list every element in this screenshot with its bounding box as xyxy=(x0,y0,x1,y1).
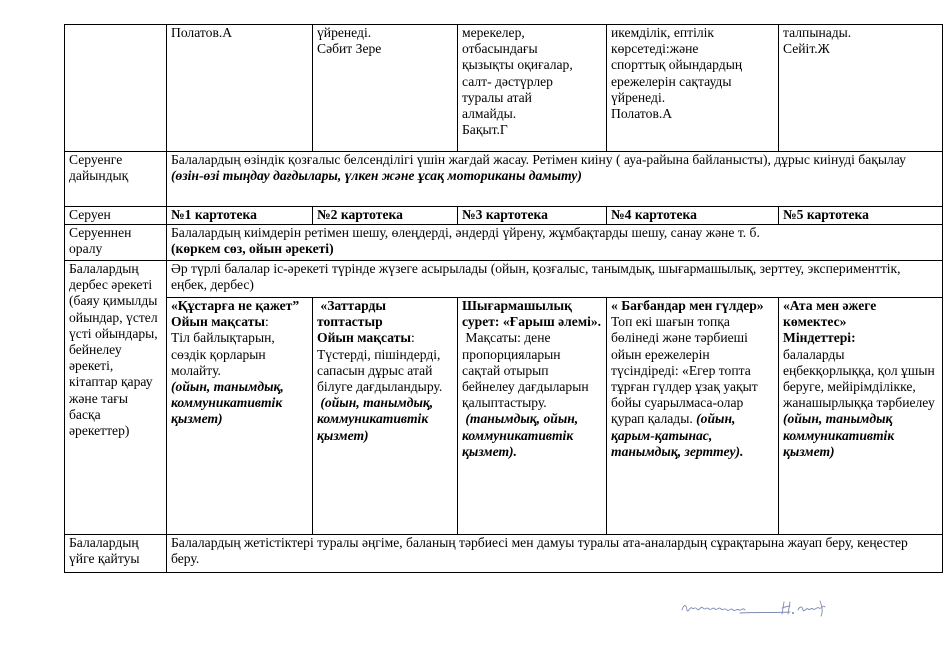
walk-card-2: №2 картотека xyxy=(313,207,458,225)
walk-row xyxy=(65,207,943,225)
activity-note: (ойын, қарым-қатынас, танымдық, зерттеу). xyxy=(611,411,744,459)
activity-note: (ойын, танымдық коммуникативтік қызмет) xyxy=(783,411,895,459)
text-line: спорттық ойындардың xyxy=(611,57,743,73)
text-line: талпынады. xyxy=(783,25,852,40)
activity-cell-4 xyxy=(607,298,779,535)
text-line: үйренеді. xyxy=(611,89,666,105)
text-line: Бақыт.Г xyxy=(462,122,508,138)
activity-cell-5 xyxy=(779,298,943,535)
activity-goal-label: Ойын мақсаты xyxy=(317,330,411,346)
going-home-label: Балалардың үйге қайтуы xyxy=(65,535,167,573)
activity-goal: Мақсаты: дене пропорцияларын сақтай отырып бейнелеу дағдыларын қалыптастыру. xyxy=(462,330,589,411)
text-line: алмайды. xyxy=(462,106,517,122)
independent-intro: Әр түрлі балалар іс-әрекеті түрінде жүзеге асырылады (ойын, қозғалыс, танымдық, шығармашылық, зерттеу, эксперименттік, еңбек, дербес) xyxy=(167,261,943,298)
going-home-row xyxy=(65,535,943,573)
activity-goal: Топ екі шағын топқа бөлінеді және тәрбиеші ойын ережелерін түсіндіреді: «Егер топта тұрған гүлдер ұзақ уақыт бойы суарылмаса-олар қурап қалады. xyxy=(611,314,758,427)
continuation-row xyxy=(65,25,943,152)
daily-plan-table xyxy=(64,24,943,573)
handwritten-signature xyxy=(680,598,840,618)
walk-card-3: №3 картотека xyxy=(458,207,607,225)
prep-walk-row xyxy=(65,152,943,207)
text-line: салт- дәстүрлер xyxy=(462,73,553,89)
return-walk-content xyxy=(167,225,943,261)
text-line: үйренеді. xyxy=(317,25,372,40)
activity-goal-label: Ойын мақсаты xyxy=(171,314,265,330)
activity-title: «Заттарды топтастыр xyxy=(317,298,387,330)
activity-cell-3 xyxy=(458,298,607,535)
text-line: мерекелер, xyxy=(462,25,525,40)
activity-title: Шығармашылық сурет: «Ғарыш әлемі». xyxy=(462,298,602,330)
return-walk-label: Серуеннен оралу xyxy=(65,225,167,261)
text-line: Полатов.А xyxy=(611,106,673,122)
activity-title: «Ата мен әжеге көмектес» xyxy=(783,298,877,330)
text-line: отбасындағы xyxy=(462,41,538,57)
text-line: ережелерін сақтауды xyxy=(611,73,732,89)
independent-activities-row xyxy=(65,298,943,535)
return-walk-row xyxy=(65,225,943,261)
activity-title: «Құстарға не қажет” xyxy=(171,298,300,313)
activity-cell-2: «Заттарды топтастыр Ойын мақсаты: Түстерді, пішіндерді, сапасын дұрыс атай білуге дағдыландыру. (ойын, танымдық, коммуникативтік қызмет) xyxy=(313,298,458,535)
text-line: қызықты оқиғалар, xyxy=(462,57,573,73)
prep-walk-content xyxy=(167,152,943,207)
return-walk-note: (көркем сөз, ойын әрекеті) xyxy=(171,241,334,257)
activity-note: (танымдық, ойын, коммуникативтік қызмет). xyxy=(462,411,579,459)
walk-card-4: №4 картотека xyxy=(607,207,779,225)
text-line: туралы атай xyxy=(462,89,532,105)
text-line: Сейіт.Ж xyxy=(783,41,830,57)
prep-walk-text: Балалардың өзіндік қозғалыс белсенділігі үшін жағдай жасау. Ретімен киіну ( ауа-райына байланысты), дұрыс киінуді бақылау xyxy=(171,152,906,167)
walk-card-5: №5 картотека xyxy=(779,207,943,225)
continuation-cell-5 xyxy=(779,25,943,152)
independent-label: Балалардың дербес әрекеті (баяу қимылды ойындар, үстел үсті ойындары, бейнелеу әрекеті, кітаптар қарау және тағы басқа әрекеттер) xyxy=(65,261,167,535)
going-home-text: Балалардың жетістіктері туралы әңгіме, баланың тәрбиесі мен дамуы туралы ата-аналардың сұрақтарына жауап беру, кеңестер беру. xyxy=(167,535,943,573)
activity-goal-label: Міндеттері: xyxy=(783,330,856,346)
return-walk-text: Балалардың киімдерін ретімен шешу, өлеңдерді, әндерді үйрену, жұмбақтарды шешу, санау және т. б. xyxy=(171,225,760,240)
continuation-label-cell xyxy=(65,25,167,152)
text-line: көрсетедi:және xyxy=(611,41,699,57)
continuation-cell-1 xyxy=(167,25,313,152)
activity-cell-1: «Құстарға не қажет” Ойын мақсаты: Тіл байлықтарын, сөздік қорларын молайту. (ойын, танымдық, коммуникативтік қызмет) xyxy=(167,298,313,535)
walk-label: Серуен xyxy=(65,207,167,225)
text-line: икемдiлiк, ептiлiк xyxy=(611,25,715,40)
activity-goal: Тіл байлықтарын, сөздік қорларын молайту. xyxy=(171,330,275,378)
activity-goal: балаларды еңбекқорлыққа, қол ұшын беруге, мейірімділікке, жанашырлыққа тәрбиелеу xyxy=(783,346,935,411)
walk-card-1: №1 картотека xyxy=(167,207,313,225)
prep-walk-note: (өзін-өзі тыңдау дағдылары, үлкен және ұсақ моториканы дамыту) xyxy=(171,168,582,184)
activity-note: (ойын, танымдық, коммуникативтік қызмет) xyxy=(171,379,284,427)
prep-walk-label: Серуенге дайындық xyxy=(65,152,167,207)
text-line: Сәбит Зере xyxy=(317,41,382,57)
continuation-cell-4 xyxy=(607,25,779,152)
text-line: Полатов.А xyxy=(171,25,233,40)
activity-goal: Түстерді, пішіндерді, сапасын дұрыс атай білуге дағдыландыру. xyxy=(317,346,443,395)
activity-note: (ойын, танымдық, коммуникативтік қызмет) xyxy=(317,395,434,443)
continuation-cell-2 xyxy=(313,25,458,152)
activity-title: « Бағбандар мен гүлдер» xyxy=(611,298,764,313)
continuation-cell-3 xyxy=(458,25,607,152)
independent-intro-row xyxy=(65,261,943,298)
